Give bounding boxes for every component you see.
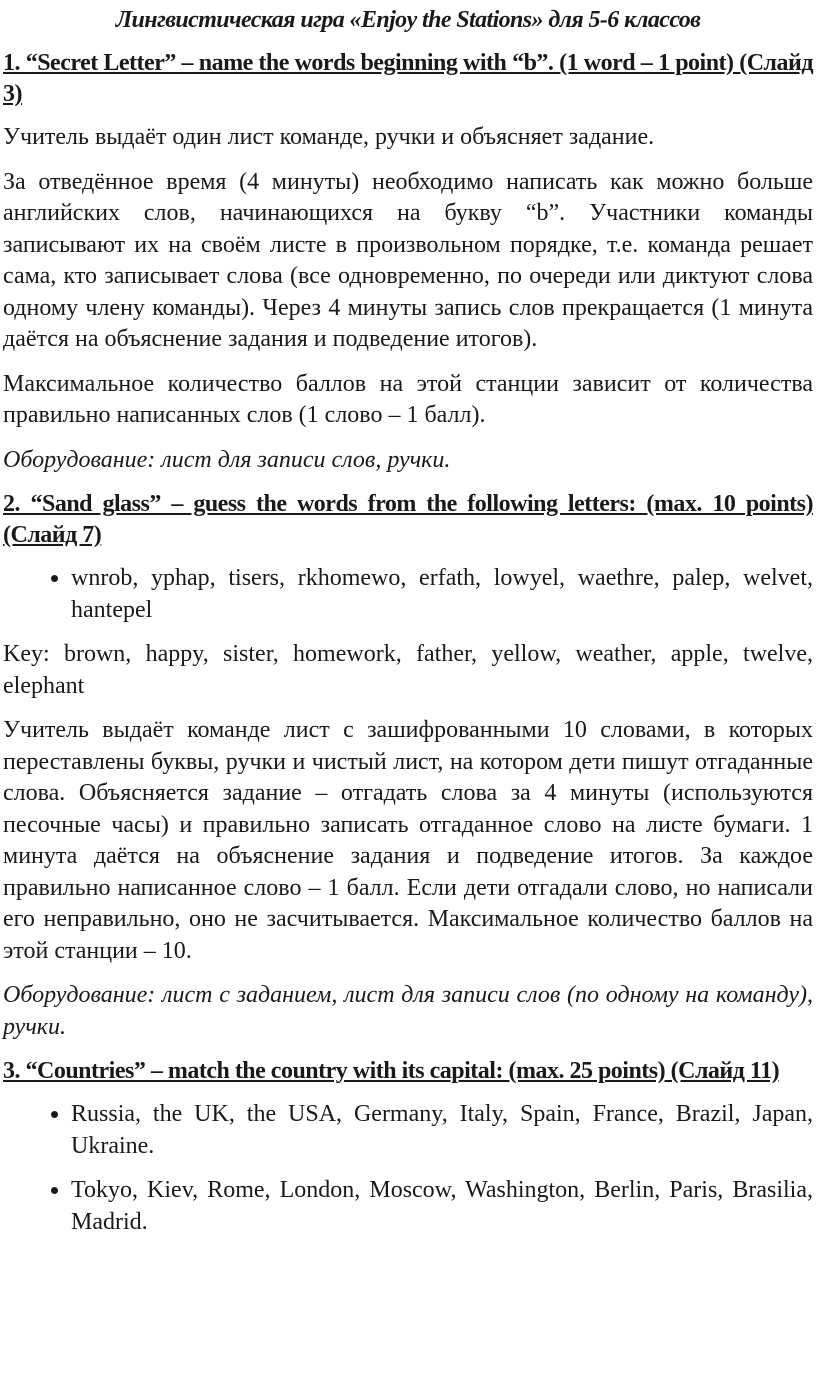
list-item: • Russia, the UK, the USA, Germany, Italy, Spain, France, Brazil, Japan, Ukraine.	[71, 1099, 813, 1162]
section-secret-letter	[3, 48, 813, 476]
answer-key: Key: brown, happy, sister, homework, father, yellow, weather, apple, twelve, elephant	[3, 641, 813, 699]
list-item: • Tokyo, Kiev, Rome, London, Moscow, Washington, Berlin, Paris, Brasilia, Madrid.	[71, 1175, 813, 1238]
paragraph: Максимальное количество баллов на этой станции зависит от количества правильно написанных слов (1 слово – 1 балл).	[3, 370, 813, 428]
document-title: Лингвистическая игра «Enjoy the Stations» для 5-6 классов	[115, 7, 701, 33]
section-heading: 3. “Countries” – match the country with its capital: (max. 25 points) (Слайд 11)	[3, 1058, 780, 1084]
paragraph: Учитель выдаёт один лист команде, ручки и объясняет задание.	[3, 124, 655, 150]
paragraph: За отведённое время (4 минуты) необходимо написать как можно больше английских слов, начинающихся на букву “b”. Участники команды записывают их на своём листе в произвольном порядке, т.е. команда решает сама, кто записывает слова (все одновременно, по очереди или диктуют слова одному члену команды). Через 4 минуты запись слов прекращается (1 минута даётся на объяснение задания и подведение итогов).	[3, 168, 813, 352]
section-sand-glass	[3, 489, 813, 1043]
paragraph: Учитель выдаёт команде лист с зашифрованными 10 словами, в которых переставлены буквы, ручки и чистый лист, на котором дети пишут отгаданные слова. Объясняется задание – отгадать слова за 4 минуты (используются песочные часы) и правильно записать отгаданное слово на листе бумаги. 1 минута даётся на объяснение задания и подведение итогов. За каждое правильно написанное слово – 1 балл. Если дети отгадали слово, но написали его неправильно, оно не засчитывается. Максимальное количество баллов на этой станции – 10.	[3, 717, 813, 964]
section-countries	[3, 1056, 813, 1238]
equipment-note: Оборудование: лист для записи слов, ручки.	[3, 446, 451, 473]
section-heading: 1. “Secret Letter” – name the words beginning with “b”. (1 word – 1 point) (Слайд 3)	[3, 50, 813, 107]
section-heading: 2. “Sand glass” – guess the words from the following letters: (max. 10 points) (Слайд 7)	[3, 491, 813, 548]
bullet-list	[3, 563, 813, 626]
bullet-list	[3, 1099, 813, 1238]
equipment-note: Оборудование: лист с заданием, лист для записи слов (по одному на команду), ручки.	[3, 982, 813, 1040]
list-item: • wnrob, yphap, tisers, rkhomewo, erfath, lowyel, waethre, palep, welvet, hantepel	[71, 563, 813, 626]
